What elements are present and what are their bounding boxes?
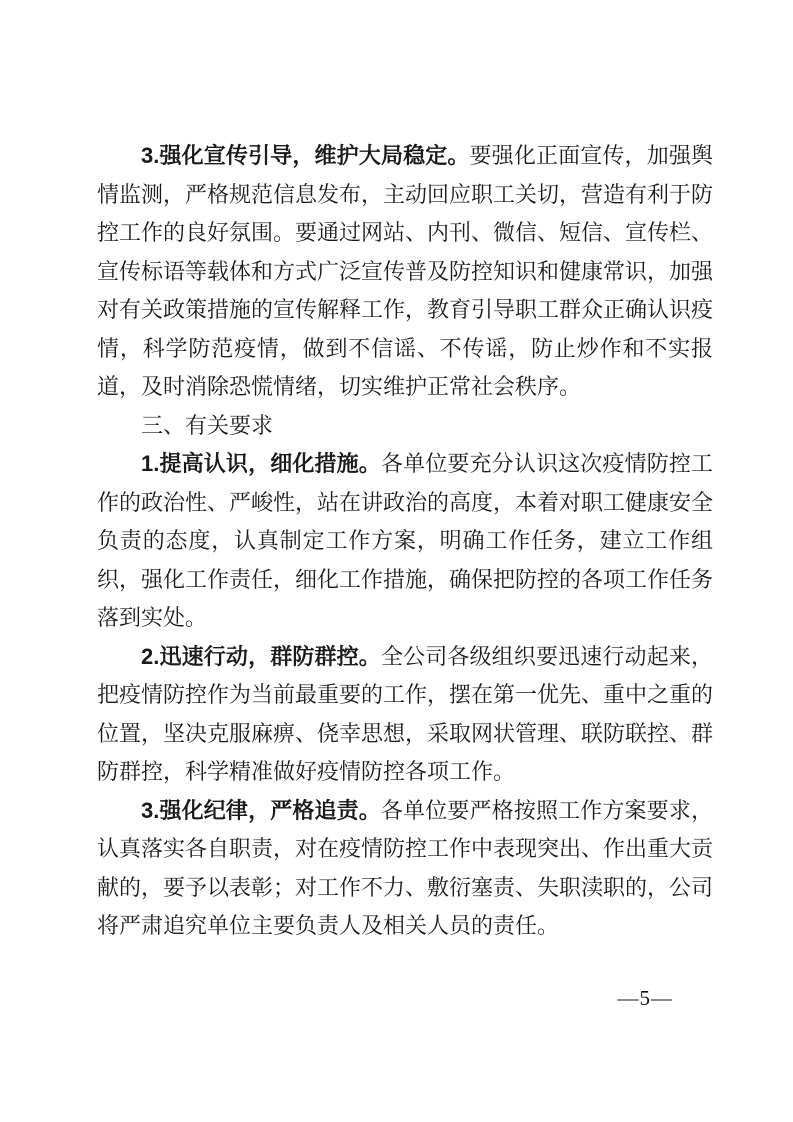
paragraph-lead-bold: 1.提高认识，细化措施。: [141, 451, 381, 476]
paragraph-propaganda-guidance: [97, 137, 713, 407]
paragraph-discipline-accountability: [97, 792, 713, 946]
document-body: [97, 137, 713, 946]
paragraph-rapid-action: [97, 638, 713, 792]
page-number: —5—: [617, 986, 673, 1010]
paragraph-raise-awareness: [97, 445, 713, 638]
paragraph-body-text: 全公司各级组织要迅速行动起来，把疫情防控作为当前最重要的工作，摆在第一优先、重中之重的位置，坚决克服麻痹、侥幸思想，采取网状管理、联防联控、群防群控，科学精准做好疫情防控各项工作。: [97, 643, 714, 784]
paragraph-lead-bold: 3.强化纪律，严格追责。: [141, 797, 381, 823]
paragraph-lead-bold: 3.强化宣传引导，维护大局稳定。: [141, 143, 470, 168]
paragraph-body-text: 要强化正面宣传，加强舆情监测，严格规范信息发布，主动回应职工关切，营造有利于防控工作的良好氛围。要通过网站、内刊、微信、短信、宣传栏、宣传标语等载体和方式广泛宣传普及防控知识和健康常识，加强对有关政策措施的宣传解释工作，教育引导职工群众正确认识疫情，科学防范疫情，做到不信谣、不传谣，防止炒作和不实报道，及时消除恐慌情绪，切实维护正常社会秩序。: [97, 143, 714, 399]
section-heading-requirements: 三、有关要求: [141, 412, 274, 438]
paragraph-body-text: 各单位要严格按照工作方案要求，认真落实各自职责，对在疫情防控工作中表现突出、作出重大贡献的，要予以表彰；对工作不力、敷衍塞责、失职渎职的，公司将严肃追究单位主要负责人及相关人员的责任。: [97, 797, 714, 938]
paragraph-lead-bold: 2.迅速行动，群防群控。: [141, 643, 381, 669]
paragraph-body-text: 各单位要充分认识这次疫情防控工作的政治性、严峻性，站在讲政治的高度，本着对职工健康安全负责的态度，认真制定工作方案，明确工作任务，建立工作组织，强化工作责任，细化工作措施，确保把防控的各项工作任务落到实处。: [97, 451, 714, 630]
